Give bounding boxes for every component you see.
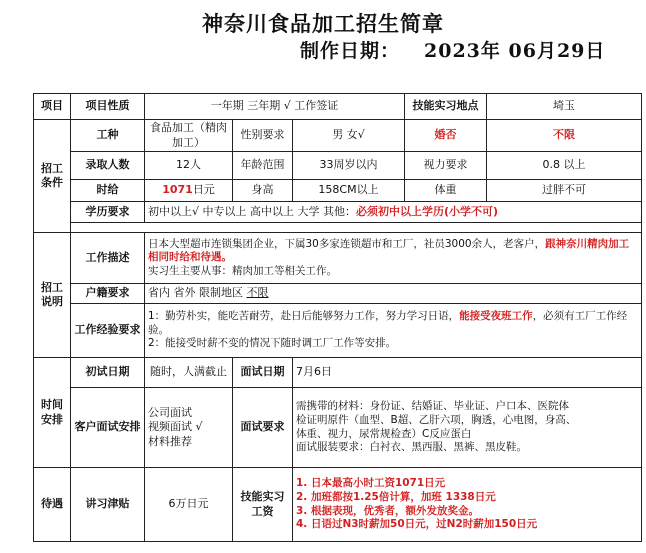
project-term: 一年期 三年期 √ 工作签证 bbox=[145, 94, 405, 120]
interview-date-label: 面试日期 bbox=[233, 358, 293, 388]
method-video: 视频面试 √ bbox=[148, 420, 203, 434]
height-value: 158CM以上 bbox=[293, 180, 405, 202]
method-company: 公司面试 bbox=[148, 406, 192, 420]
work-desc-text bbox=[145, 233, 642, 284]
subsidy-label: 讲习津贴 bbox=[71, 468, 145, 542]
wage-item: 1. 日本最高小时工资1071日元 bbox=[296, 477, 446, 490]
method-material: 材料推荐 bbox=[148, 434, 192, 448]
spacer-cell bbox=[71, 223, 642, 233]
marriage-value: 不限 bbox=[487, 120, 642, 152]
edu-value bbox=[145, 202, 642, 223]
experience-line2: 2：能接受时薪不变的情况下随时调工厂工作等安排。 bbox=[148, 337, 397, 350]
header-project: 项目 bbox=[34, 94, 71, 120]
experience-text bbox=[145, 304, 642, 358]
hukou-value bbox=[145, 284, 642, 304]
row-experience bbox=[34, 304, 642, 358]
wage-number: 1071 bbox=[162, 183, 193, 197]
req-line: 体重、视力，尿常规检查）C反应蛋白 bbox=[296, 427, 472, 440]
training-wage-list bbox=[293, 468, 642, 542]
height-label: 身高 bbox=[233, 180, 293, 202]
row-hukou bbox=[34, 284, 642, 304]
wage-item: 3. 根据表现，优秀者，额外发放奖金。 bbox=[296, 504, 479, 517]
section-time: 时间安排 bbox=[34, 358, 71, 468]
wage-unit: 日元 bbox=[192, 183, 215, 197]
gender-value: 男 女√ bbox=[293, 120, 405, 152]
req-line: 面试服装要求：白衬衣、黑西服、黑裤、黑皮鞋。 bbox=[296, 441, 527, 454]
first-test-label: 初试日期 bbox=[71, 358, 145, 388]
recruitment-table bbox=[33, 93, 642, 542]
age-label: 年龄范围 bbox=[233, 152, 293, 180]
experience-line1-end: ，必须有工厂工作经验。 bbox=[148, 310, 628, 336]
training-wage-label: 技能实习工资 bbox=[233, 468, 293, 542]
hukou-options: 省内 省外 限制地区 bbox=[148, 286, 243, 300]
interview-date-value: 7月6日 bbox=[293, 358, 642, 388]
experience-highlight: 能接受夜班工作 bbox=[459, 310, 533, 323]
age-value: 33周岁以内 bbox=[293, 152, 405, 180]
work-desc-main: 日本大型超市连锁集团企业，下属30多家连锁超市和工厂，社员3000余人，老客户， bbox=[148, 237, 546, 250]
req-line: 检证明原件（血型、B超、乙肝六项，胸透，心电图，身高、 bbox=[296, 413, 577, 426]
interview-req-label: 面试要求 bbox=[233, 388, 293, 468]
site-value: 埼玉 bbox=[487, 94, 642, 120]
site-label: 技能实习地点 bbox=[405, 94, 487, 120]
header-project-nature: 项目性质 bbox=[71, 94, 145, 120]
hukou-selected: 不限 bbox=[246, 286, 269, 300]
client-interview-methods bbox=[145, 388, 233, 468]
hukou-label: 户籍要求 bbox=[71, 284, 145, 304]
vision-label: 视力要求 bbox=[405, 152, 487, 180]
subsidy-value: 6万日元 bbox=[145, 468, 233, 542]
client-interview-label: 客户面试安排 bbox=[71, 388, 145, 468]
wage-label: 时给 bbox=[71, 180, 145, 202]
wage-value bbox=[145, 180, 233, 202]
section-treatment: 待遇 bbox=[34, 468, 71, 542]
work-desc-highlight: 跟神奈川精肉加工相同时给和待遇。 bbox=[148, 237, 630, 264]
edu-note: 必须初中以上学历(小学不可) bbox=[356, 204, 499, 218]
row-education bbox=[34, 202, 642, 223]
row-wage bbox=[34, 180, 642, 202]
weight-value: 过胖不可 bbox=[487, 180, 642, 202]
interview-req-text bbox=[293, 388, 642, 468]
job-label: 工种 bbox=[71, 120, 145, 152]
job-value: 食品加工（精肉加工） bbox=[145, 120, 233, 152]
row-count bbox=[34, 152, 642, 180]
page-title: 神奈川食品加工招生简章 bbox=[202, 12, 444, 36]
edu-label: 学历要求 bbox=[71, 202, 145, 223]
row-project bbox=[34, 94, 642, 120]
gender-label: 性别要求 bbox=[233, 120, 293, 152]
edu-options: 初中以上√ 中专以上 高中以上 大学 其他： bbox=[148, 204, 356, 218]
first-test-value: 随时，人满截止 bbox=[145, 358, 233, 388]
row-work-desc bbox=[34, 233, 642, 284]
production-date bbox=[300, 36, 605, 63]
row-spacer bbox=[34, 223, 642, 233]
weight-label: 体重 bbox=[405, 180, 487, 202]
vision-value: 0.8 以上 bbox=[487, 152, 642, 180]
work-desc-label: 工作描述 bbox=[71, 233, 145, 284]
row-interview-arrangement bbox=[34, 388, 642, 468]
wage-item: 2. 加班都按1.25倍计算，加班 1338日元 bbox=[296, 490, 496, 503]
count-value: 12人 bbox=[145, 152, 233, 180]
work-desc-duty: 实习生主要从事：精肉加工等相关工作。 bbox=[148, 264, 337, 277]
experience-line1: 1：勤劳朴实，能吃苦耐劳，赴日后能够努力工作，努力学习日语， bbox=[148, 310, 460, 323]
section-recruit: 招工条件 bbox=[34, 120, 71, 233]
section-desc: 招工说明 bbox=[34, 233, 71, 358]
experience-label: 工作经验要求 bbox=[71, 304, 145, 358]
marriage-label: 婚否 bbox=[405, 120, 487, 152]
row-job bbox=[34, 120, 642, 152]
wage-item: 4. 日语过N3时薪加50日元，过N2时薪加150日元 bbox=[296, 518, 538, 531]
row-treatment bbox=[34, 468, 642, 542]
req-line: 需携带的材料：身份证、结婚证、毕业证、户口本、医院体 bbox=[296, 400, 569, 413]
count-label: 录取人数 bbox=[71, 152, 145, 180]
production-date-label: 制作日期： bbox=[300, 40, 401, 62]
production-date-value: 2023年 06月29日 bbox=[424, 40, 606, 62]
row-interview-date bbox=[34, 358, 642, 388]
